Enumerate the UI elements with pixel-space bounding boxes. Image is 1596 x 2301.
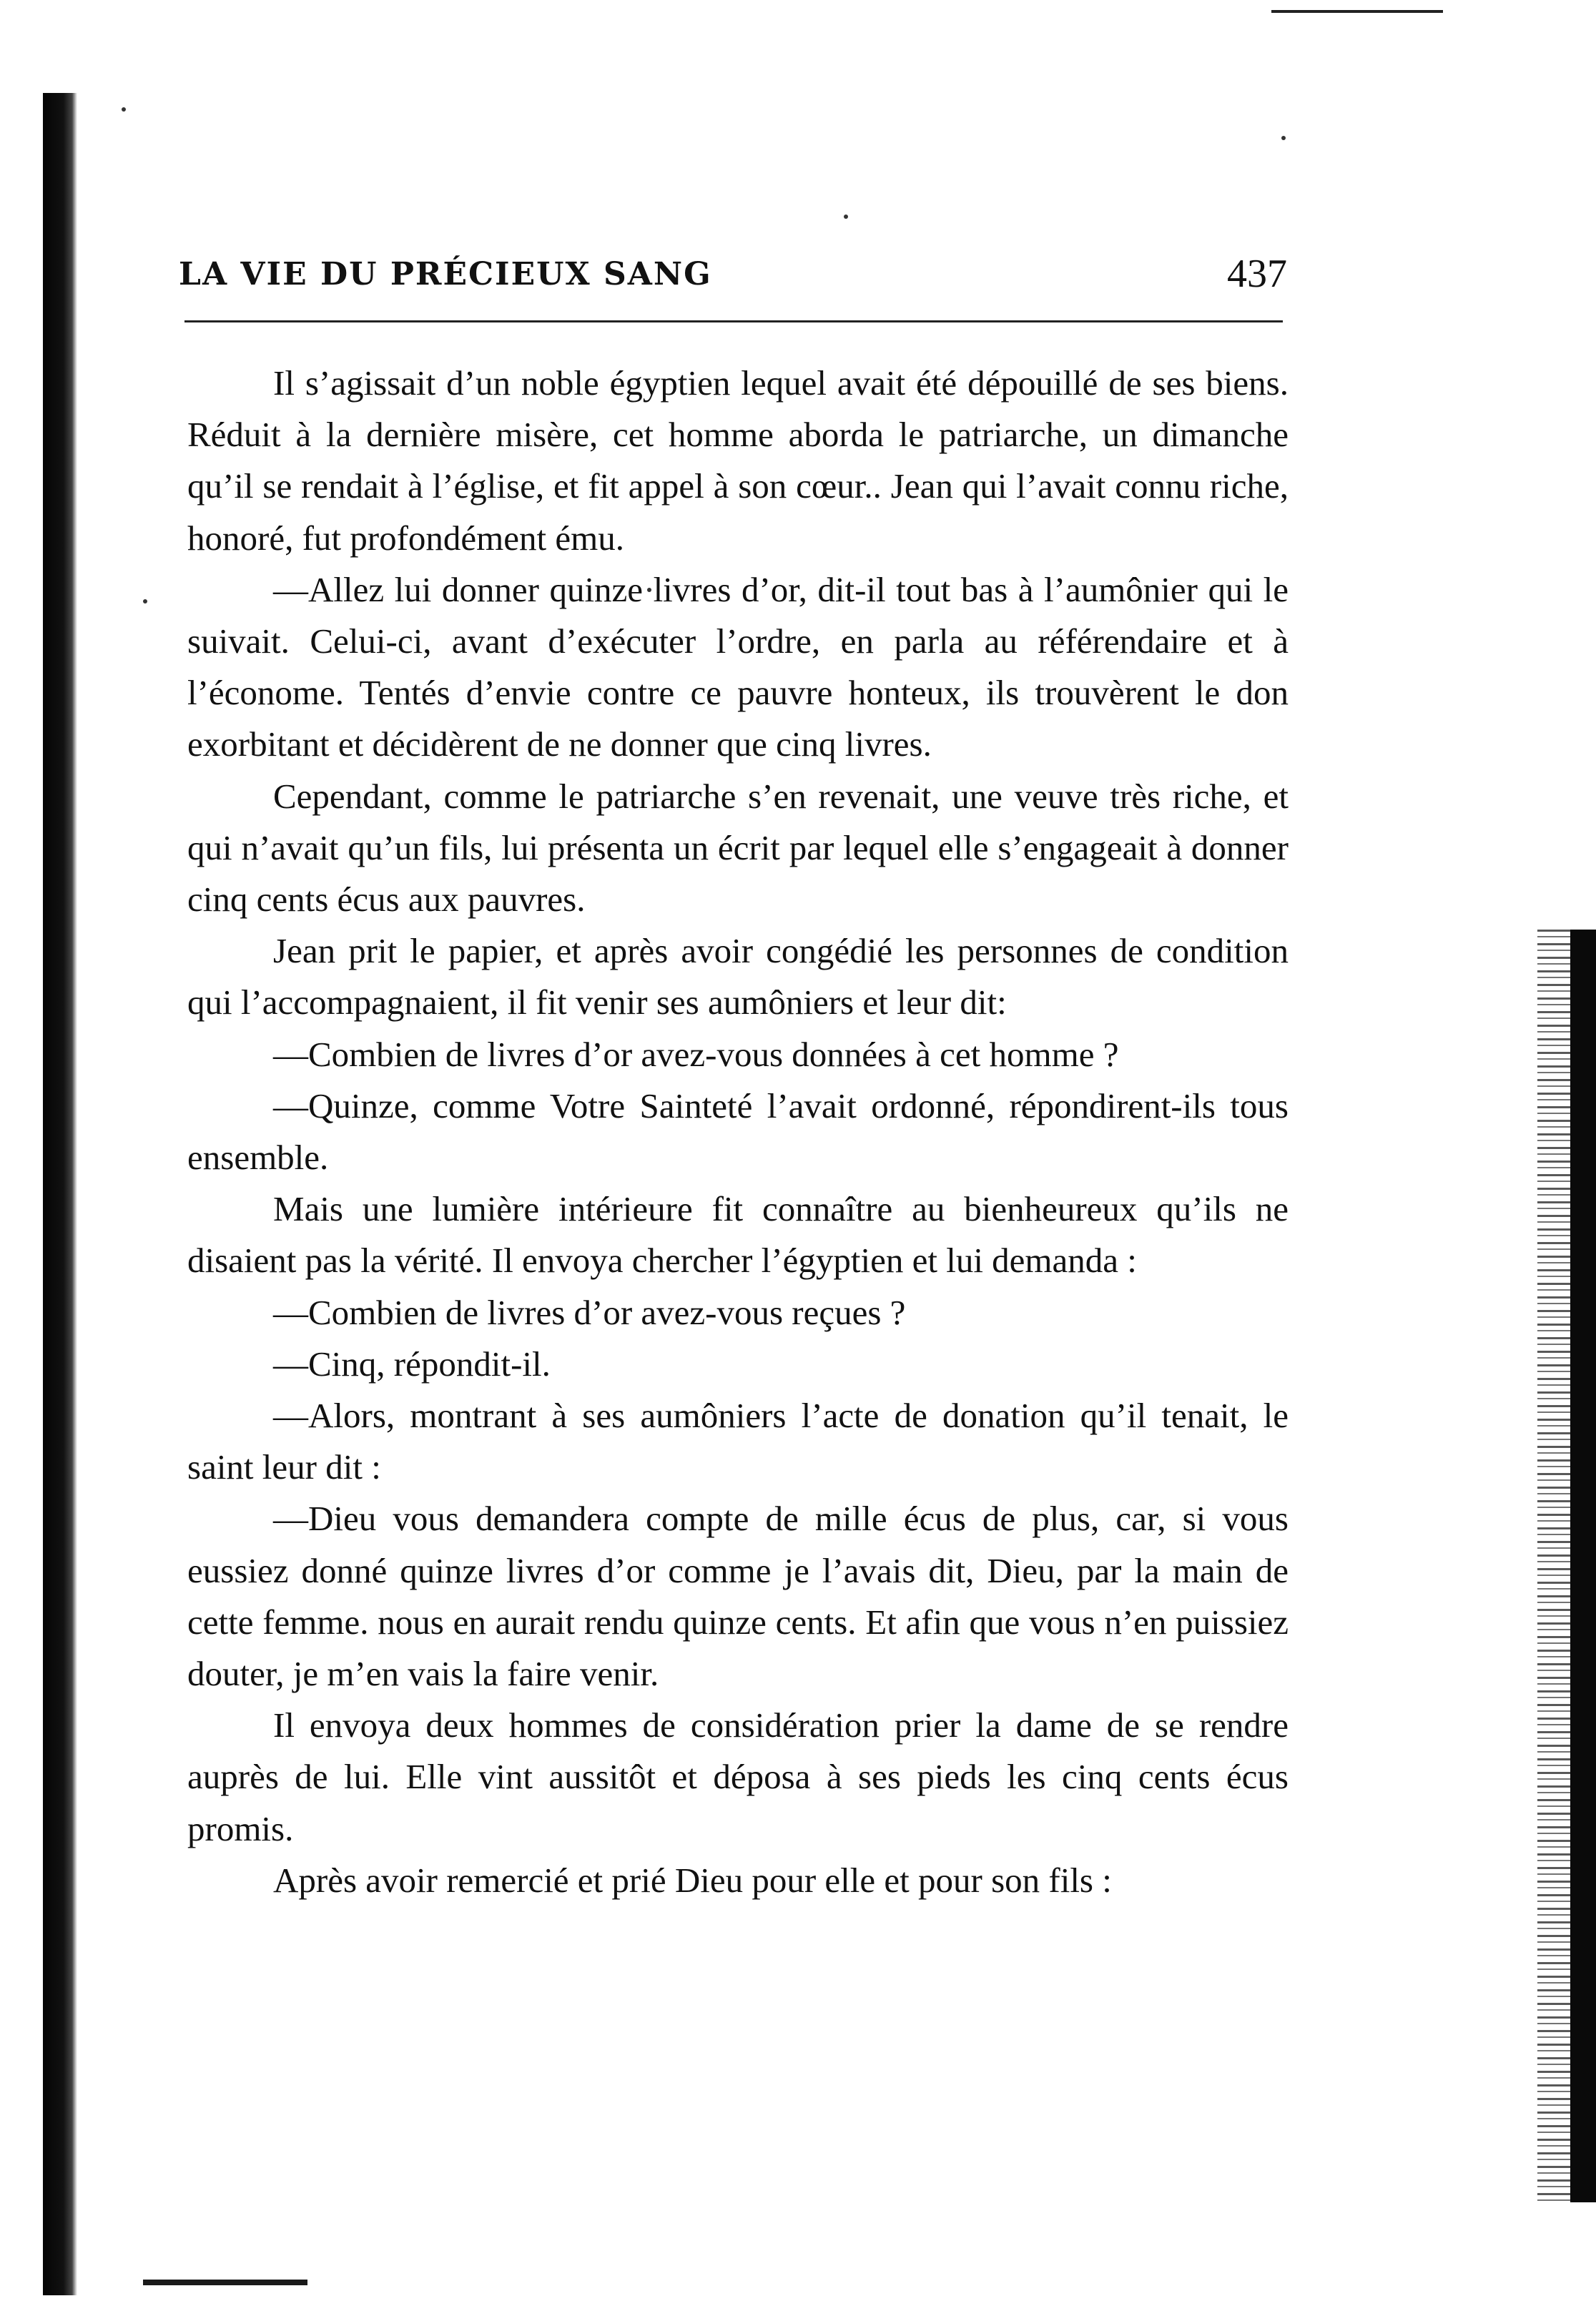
scan-speck [143, 599, 147, 603]
paragraph: Après avoir remercié et prié Dieu pour elle et pour son fils : [273, 1860, 1112, 1900]
scan-left-spine [43, 93, 77, 2295]
paragraph: —Cinq, répondit-il. [273, 1344, 551, 1384]
paragraph: —Quinze, comme Votre Sainteté l’avait ordonné, répondirent-ils tous ensemble. [187, 1085, 1289, 1178]
paragraph: Il envoya deux hommes de considération prier la dame de se rendre auprès de lui. Elle vint aussitôt et déposa à ses pieds les cinq cents écus promis. [187, 1705, 1289, 1848]
paragraph: Mais une lumière intérieure fit connaître au bienheureux qu’ils ne disaient pas la vérité. Il envoya chercher l’égyptien et lui demanda : [187, 1189, 1289, 1281]
paragraph: —Combien de livres d’or avez-vous reçues ? [273, 1292, 906, 1332]
scan-speck [122, 107, 126, 112]
paragraph: —Allez lui donner quinze livres d’or, dit-il tout bas à l’aumônier qui le suivait. Celui-ci, avant d’exécuter l’ordre, en parla au référendaire et à l’économe. Tentés d’envie contre ce pauvre honteux, ils trouvèrent le don exorbitant et décidèrent de ne donner que cinq livres. [187, 569, 1289, 764]
page-number: 437 [1227, 252, 1287, 296]
paragraph: Jean prit le papier, et après avoir congédié les personnes de condition qui l’accompagnaient, il fit venir ses aumôniers et leur dit: [187, 931, 1289, 1023]
header-rule [184, 320, 1283, 322]
scan-speck [844, 215, 848, 219]
paragraph: Cependant, comme le patriarche s’en revenait, une veuve très riche, et qui n’avait qu’un fils, lui présenta un écrit par lequel elle s’engageait à donner cinq cents écus aux pauvres. [187, 776, 1289, 920]
running-title: LA VIE DU PRÉCIEUX SANG [179, 255, 712, 292]
body-text [187, 358, 1289, 1906]
running-header [179, 249, 1287, 299]
paragraph: Il s’agissait d’un noble égyptien lequel avait été dépouillé de ses biens. Réduit à la dernière misère, cet homme aborda le patriarche, un dimanche qu’il se rendait à l’église, et fit appel à son cœur.. Jean qui l’avait connu riche, honoré, fut profondément ému. [187, 363, 1289, 558]
scan-right-edge [1570, 930, 1596, 2202]
paragraph: —Alors, montrant à ses aumôniers l’acte de donation qu’il tenait, le saint leur dit : [187, 1396, 1289, 1487]
paragraph: —Combien de livres d’or avez-vous données à cet homme ? [273, 1034, 1119, 1074]
scan-bottom-rule [143, 2280, 307, 2285]
scan-top-rule [1271, 10, 1443, 13]
paragraph: —Dieu vous demandera compte de mille écus de plus, car, si vous eussiez donné quinze livres d’or comme je l’avais dit, Dieu, par la main de cette femme. nous en aurait rendu quinze cents. Et afin que vous n’en puissiez douter, je m’en vais la faire venir. [187, 1499, 1289, 1694]
scan-speck [1281, 136, 1286, 140]
